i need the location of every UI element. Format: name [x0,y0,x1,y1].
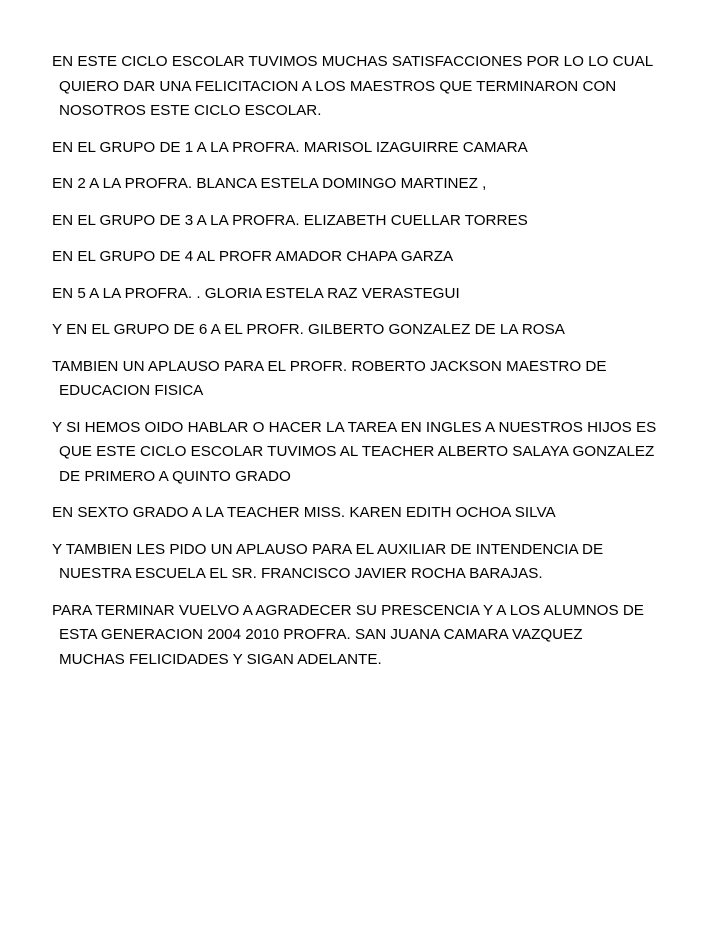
text-line: PARA TERMINAR VUELVO A AGRADECER SU PRESCENCIA Y A LOS ALUMNOS DE [52,601,644,619]
text-line: DE PRIMERO A QUINTO GRADO [59,467,291,485]
group-1-paragraph [52,136,712,161]
group-6-paragraph [52,318,712,343]
text-line: EN 2 A LA PROFRA. BLANCA ESTELA DOMINGO MARTINEZ , [52,175,487,192]
text-line: QUE ESTE CICLO ESCOLAR TUVIMOS AL TEACHER ALBERTO SALAYA GONZALEZ [59,443,655,460]
closing-paragraph [52,599,712,673]
text-line: Y TAMBIEN LES PIDO UN APLAUSO PARA EL AUXILIAR DE INTENDENCIA DE [52,540,604,558]
text-line: EDUCACION FISICA [59,382,204,399]
text-line: EN EL GRUPO DE 4 AL PROFR AMADOR CHAPA GARZA [52,248,454,265]
text-line: EN SEXTO GRADO A LA TEACHER MISS. KAREN EDITH OCHOA SILVA [52,504,556,521]
text-line: QUIERO DAR UNA FELICITACION A LOS MAESTROS QUE TERMINARON CON [59,77,617,95]
text-line: TAMBIEN UN APLAUSO PARA EL PROFR. ROBERTO JACKSON MAESTRO DE [52,357,607,375]
sixth-grade-english-paragraph [52,501,712,526]
text-line: NUESTRA ESCUELA EL SR. FRANCISCO JAVIER ROCHA BARAJAS. [59,565,543,582]
group-4-paragraph [52,245,712,270]
text-line: EN ESTE CICLO ESCOLAR TUVIMOS MUCHAS SATISFACCIONES POR LO LO CUAL [52,53,654,70]
text-line: ESTA GENERACION 2004 2010 PROFRA. SAN JUANA CAMARA VAZQUEZ [59,626,583,643]
text-line: NOSOTROS ESTE CICLO ESCOLAR. [59,102,322,119]
text-line: EN EL GRUPO DE 1 A LA PROFRA. MARISOL IZAGUIRRE CAMARA [52,138,528,156]
text-line: Y EN EL GRUPO DE 6 A EL PROFR. GILBERTO GONZALEZ DE LA ROSA [52,321,565,338]
group-5-paragraph [52,282,712,307]
group-2-paragraph [52,172,712,197]
text-line: Y SI HEMOS OIDO HABLAR O HACER LA TAREA EN INGLES A NUESTROS HIJOS ES [52,418,657,436]
text-line: EN EL GRUPO DE 3 A LA PROFRA. ELIZABETH CUELLAR TORRES [52,211,528,229]
document-body [52,50,712,684]
group-3-paragraph [52,209,712,234]
text-line: MUCHAS FELICIDADES Y SIGAN ADELANTE. [59,650,382,668]
intro-paragraph [52,50,712,124]
text-line: EN 5 A LA PROFRA. . GLORIA ESTELA RAZ VERASTEGUI [52,284,460,302]
english-teacher-paragraph [52,416,712,490]
physical-education-paragraph [52,355,712,404]
maintenance-staff-paragraph [52,538,712,587]
